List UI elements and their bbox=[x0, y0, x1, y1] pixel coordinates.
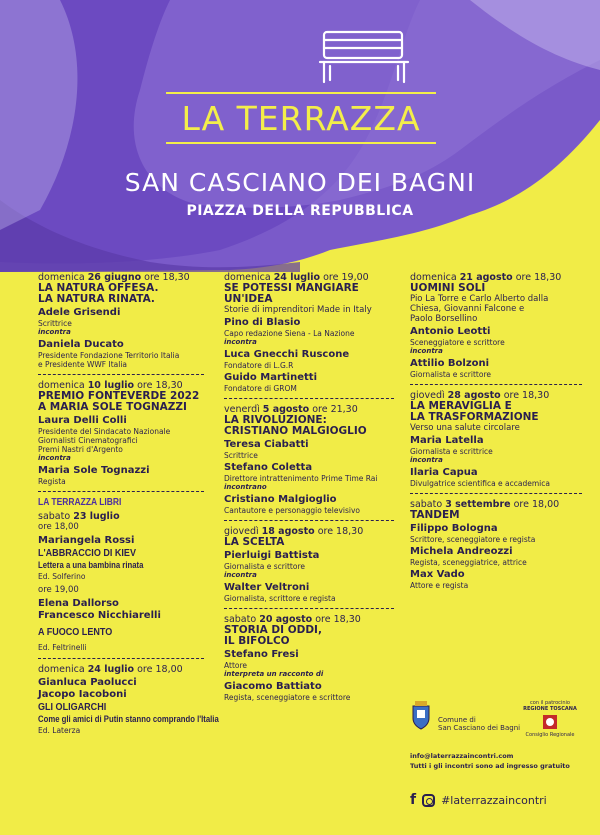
divider bbox=[224, 608, 394, 609]
event-date: domenica 21 agosto ore 18,30 bbox=[410, 272, 562, 283]
speaker-role: Fondatore di L.G.R bbox=[224, 361, 294, 370]
event-subtitle: Pio La Torre e Carlo Alberto dalla bbox=[410, 294, 549, 304]
book-subtitle: Come gli amici di Putin stanno comprando l'Italia bbox=[38, 714, 219, 724]
event-title-box bbox=[166, 92, 436, 144]
event-subtitle: Storie di imprenditori Made in Italy bbox=[224, 305, 372, 315]
speaker-role: Presidente Fondazione Territorio Italia bbox=[38, 351, 180, 360]
event-title: STORIA DI ODDI, bbox=[224, 624, 322, 636]
speaker-name: Giacomo Battiato bbox=[224, 681, 322, 692]
event-date: giovedì 28 agosto ore 18,30 bbox=[410, 390, 550, 401]
event-date: venerdì 5 agosto ore 21,30 bbox=[224, 404, 358, 415]
event-title: TANDEM bbox=[410, 509, 460, 521]
event-title: SE POTESSI MANGIARE bbox=[224, 282, 359, 294]
event-title: CRISTIANO MALGIOGLIO bbox=[224, 425, 367, 437]
speaker-role: Direttore intrattenimento Prime Time Rai bbox=[224, 474, 378, 483]
speaker-role: Giornalista e scrittore bbox=[224, 562, 305, 571]
divider bbox=[410, 493, 582, 494]
connector-text: interpreta un racconto di bbox=[224, 670, 324, 678]
event-subtitle: Verso una salute circolare bbox=[410, 423, 520, 433]
divider bbox=[224, 520, 394, 521]
speaker-role: Regista, sceneggiatore e scrittore bbox=[224, 693, 351, 702]
speaker-name: Maria Sole Tognazzi bbox=[38, 465, 150, 476]
comune-crest-icon bbox=[410, 700, 432, 730]
hashtag: #laterrazzaincontri bbox=[441, 793, 547, 807]
event-title: A MARIA SOLE TOGNAZZI bbox=[38, 401, 187, 413]
book-subtitle: Lettera a una bambina rinata bbox=[38, 560, 144, 570]
speaker-name: Ilaria Capua bbox=[410, 467, 478, 478]
speaker-role: Scrittore, sceneggiatore e regista bbox=[410, 535, 536, 544]
connector-text: incontra bbox=[410, 347, 443, 355]
speaker-role: Divulgatrice scientifica e accademica bbox=[410, 479, 550, 488]
program-column-3 bbox=[410, 272, 582, 590]
connector-text: incontra bbox=[38, 454, 71, 462]
divider bbox=[38, 374, 204, 375]
speaker-name: Max Vado bbox=[410, 569, 465, 580]
program-column-2 bbox=[224, 272, 394, 702]
speaker-name: Stefano Fresi bbox=[224, 649, 299, 660]
connector-text: incontra bbox=[38, 328, 71, 336]
speaker-name: Daniela Ducato bbox=[38, 339, 124, 350]
speaker-role: Sceneggiatore e scrittore bbox=[410, 338, 505, 347]
comune-label: Comune di San Casciano dei Bagni bbox=[438, 716, 521, 732]
instagram-icon[interactable] bbox=[422, 794, 435, 807]
book-title: L'ABBRACCIO DI KIEV bbox=[38, 547, 136, 559]
publisher: Ed. Feltrinelli bbox=[38, 643, 87, 652]
event-title: LA NATURA RINATA. bbox=[38, 293, 155, 305]
event-title: LA MERAVIGLIA E bbox=[410, 400, 512, 412]
speaker-name: Pino di Blasio bbox=[224, 317, 301, 328]
speaker-role: e Presidente WWF Italia bbox=[38, 360, 128, 369]
speaker-role: Capo redazione Siena - La Nazione bbox=[224, 329, 355, 338]
event-time: ore 19,00 bbox=[38, 585, 79, 595]
event-title: LA RIVOLUZIONE: bbox=[224, 414, 327, 426]
contact-email[interactable]: info@laterrazzaincontri.com bbox=[410, 752, 514, 760]
speaker-name: Attilio Bolzoni bbox=[410, 358, 490, 369]
speaker-role: Scrittrice bbox=[38, 319, 72, 328]
speaker-name: Walter Veltroni bbox=[224, 582, 310, 593]
publisher: Ed. Laterza bbox=[38, 726, 81, 735]
speaker-role: Giornalista e scrittore bbox=[410, 370, 491, 379]
section-heading-libri: LA TERRAZZA LIBRI bbox=[38, 497, 122, 508]
event-title: LA SCELTA bbox=[224, 536, 285, 548]
speaker-name: Michela Andreozzi bbox=[410, 546, 513, 557]
speaker-name: Guido Martinetti bbox=[224, 372, 317, 383]
event-title: UOMINI SOLI bbox=[410, 282, 486, 294]
book-title: A FUOCO LENTO bbox=[38, 626, 113, 638]
author-name: Gianluca Paolucci bbox=[38, 677, 137, 688]
facebook-icon[interactable]: f bbox=[410, 792, 417, 808]
author-name: Mariangela Rossi bbox=[38, 535, 135, 546]
book-title: GLI OLIGARCHI bbox=[38, 701, 107, 713]
event-time: ore 18,00 bbox=[38, 522, 79, 532]
event-date: sabato 3 settembre ore 18,00 bbox=[410, 499, 560, 510]
speaker-role: Regista, sceneggiatrice, attrice bbox=[410, 558, 527, 567]
speaker-role: Attore bbox=[224, 661, 248, 670]
venue-name: PIAZZA DELLA REPUBBLICA bbox=[186, 203, 414, 219]
speaker-role: Giornalista, scrittore e regista bbox=[224, 594, 336, 603]
speaker-name: Adele Grisendi bbox=[38, 307, 121, 318]
speaker-name: Laura Delli Colli bbox=[38, 415, 127, 426]
free-entry-note: Tutti i gli incontri sono ad ingresso gratuito bbox=[410, 762, 570, 770]
author-name: Francesco Nicchiarelli bbox=[38, 610, 161, 621]
speaker-name: Antonio Leotti bbox=[410, 326, 491, 337]
event-title: PREMIO FONTEVERDE 2022 bbox=[38, 390, 200, 402]
speaker-name: Filippo Bologna bbox=[410, 523, 498, 534]
event-date: giovedì 18 agosto ore 18,30 bbox=[224, 526, 364, 537]
event-date: domenica 24 luglio ore 19,00 bbox=[224, 272, 369, 283]
event-title: UN'IDEA bbox=[224, 293, 273, 305]
event-title: LA TERRAZZA bbox=[181, 98, 421, 138]
speaker-name: Luca Gnecchi Ruscone bbox=[224, 349, 350, 360]
divider bbox=[38, 658, 204, 659]
speaker-role: Giornalista e scrittrice bbox=[410, 447, 493, 456]
speaker-role: Regista bbox=[38, 477, 66, 486]
divider bbox=[410, 384, 582, 385]
divider bbox=[38, 491, 204, 492]
event-date: sabato 20 agosto ore 18,30 bbox=[224, 614, 361, 625]
divider bbox=[224, 398, 394, 399]
header bbox=[0, 0, 600, 240]
speaker-role: Scrittrice bbox=[224, 451, 258, 460]
author-name: Jacopo Iacoboni bbox=[38, 689, 127, 700]
social-links bbox=[410, 792, 547, 808]
sponsor-logos bbox=[410, 700, 582, 744]
connector-text: incontra bbox=[224, 338, 257, 346]
speaker-role: Fondatore di GROM bbox=[224, 384, 297, 393]
speaker-name: Stefano Coletta bbox=[224, 462, 313, 473]
speaker-role: Premi Nastri d'Argento bbox=[38, 445, 123, 454]
speaker-role: Cantautore e personaggio televisivo bbox=[224, 506, 360, 515]
event-title: IL BIFOLCO bbox=[224, 635, 290, 647]
connector-text: incontrano bbox=[224, 483, 267, 491]
event-date: domenica 10 luglio ore 18,30 bbox=[38, 380, 183, 391]
event-title: LA NATURA OFFESA. bbox=[38, 282, 159, 294]
regione-toscana-logo: con il patrocinio REGIONE TOSCANA Consiglio Regionale bbox=[523, 700, 577, 738]
connector-text: incontra bbox=[224, 571, 257, 579]
event-date: domenica 26 giugno ore 18,30 bbox=[38, 272, 190, 283]
speaker-name: Pierluigi Battista bbox=[224, 550, 320, 561]
event-title: LA TRASFORMAZIONE bbox=[410, 411, 539, 423]
speaker-name: Maria Latella bbox=[410, 435, 484, 446]
publisher: Ed. Solferino bbox=[38, 572, 86, 581]
town-name: SAN CASCIANO DEI BAGNI bbox=[124, 168, 476, 197]
speaker-name: Cristiano Malgioglio bbox=[224, 494, 337, 505]
event-date: sabato 23 luglio bbox=[38, 511, 120, 522]
program-column-1 bbox=[38, 272, 219, 736]
event-subtitle: Paolo Borsellino bbox=[410, 314, 478, 324]
author-name: Elena Dallorso bbox=[38, 598, 119, 609]
regione-crest-icon bbox=[542, 714, 558, 730]
speaker-role: Presidente del Sindacato Nazionale bbox=[38, 427, 171, 436]
speaker-name: Teresa Ciabatti bbox=[224, 439, 309, 450]
event-subtitle: Chiesa, Giovanni Falcone e bbox=[410, 304, 525, 314]
connector-text: incontra bbox=[410, 456, 443, 464]
speaker-role: Attore e regista bbox=[410, 581, 469, 590]
event-date: domenica 24 luglio ore 18,00 bbox=[38, 664, 183, 675]
bench-icon bbox=[316, 28, 412, 88]
speaker-role: Giornalisti Cinematografici bbox=[38, 436, 138, 445]
